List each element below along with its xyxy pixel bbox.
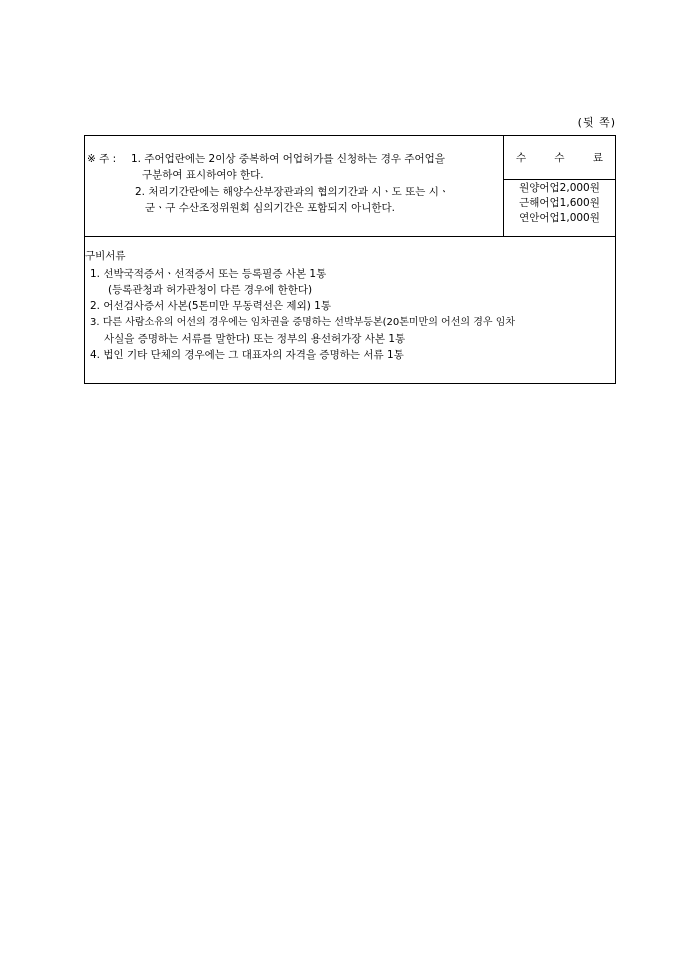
fee-item-ocean: 원양어업2,000원 [519, 182, 600, 194]
note-2-line-2: 군ㆍ구 수산조정위원회 심의기간은 포함되지 아니한다. [145, 202, 395, 214]
fee-item-coastal: 연안어업1,000원 [519, 212, 600, 224]
fee-header-char-2: 수 [554, 151, 565, 164]
fee-header-char-3: 료 [592, 151, 603, 164]
doc-line-2: 2. 어선검사증서 사본(5톤미만 무동력선은 제외) 1통 [90, 300, 331, 312]
note-1-line-1: 1. 주어업란에는 2이상 중복하여 어업허가를 신청하는 경우 주어업을 [131, 153, 445, 165]
doc-line-1: 1. 선박국적증서ㆍ선적증서 또는 등록필증 사본 1통 [90, 268, 327, 280]
fee-list [504, 181, 615, 226]
note-2-line-1: 2. 처리기간란에는 해양수산부장관과의 협의기간과 시ㆍ도 또는 시ㆍ [135, 186, 450, 198]
required-documents-title: 구비서류 [85, 250, 126, 262]
doc-line-4: 4. 법인 기타 단체의 경우에는 그 대표자의 자격을 증명하는 서류 1통 [90, 349, 404, 361]
notes-fee-row [85, 136, 615, 237]
fee-item-offshore: 근해어업1,600원 [519, 197, 600, 209]
form-table [84, 135, 616, 384]
doc-line-1-cont: (등록관청과 허가관청이 다른 경우에 한한다) [108, 284, 313, 296]
fee-header [504, 136, 615, 180]
doc-line-3-cont: 사실을 증명하는 서류를 말한다) 또는 정부의 용선허가장 사본 1통 [104, 333, 406, 345]
note-1-line-2: 구분하여 표시하여야 한다. [142, 169, 264, 181]
notes-prefix: ※ 주 : [87, 153, 117, 165]
notes-cell [85, 136, 504, 236]
fee-cell [504, 136, 615, 236]
fee-header-char-1: 수 [516, 151, 527, 164]
doc-line-3: 3. 다른 사람소유의 어선의 경우에는 임차권을 증명하는 선박부등본(20톤미만의 어선의 경우 임차 [90, 317, 516, 328]
back-side-label: (뒷 쪽) [577, 116, 616, 129]
